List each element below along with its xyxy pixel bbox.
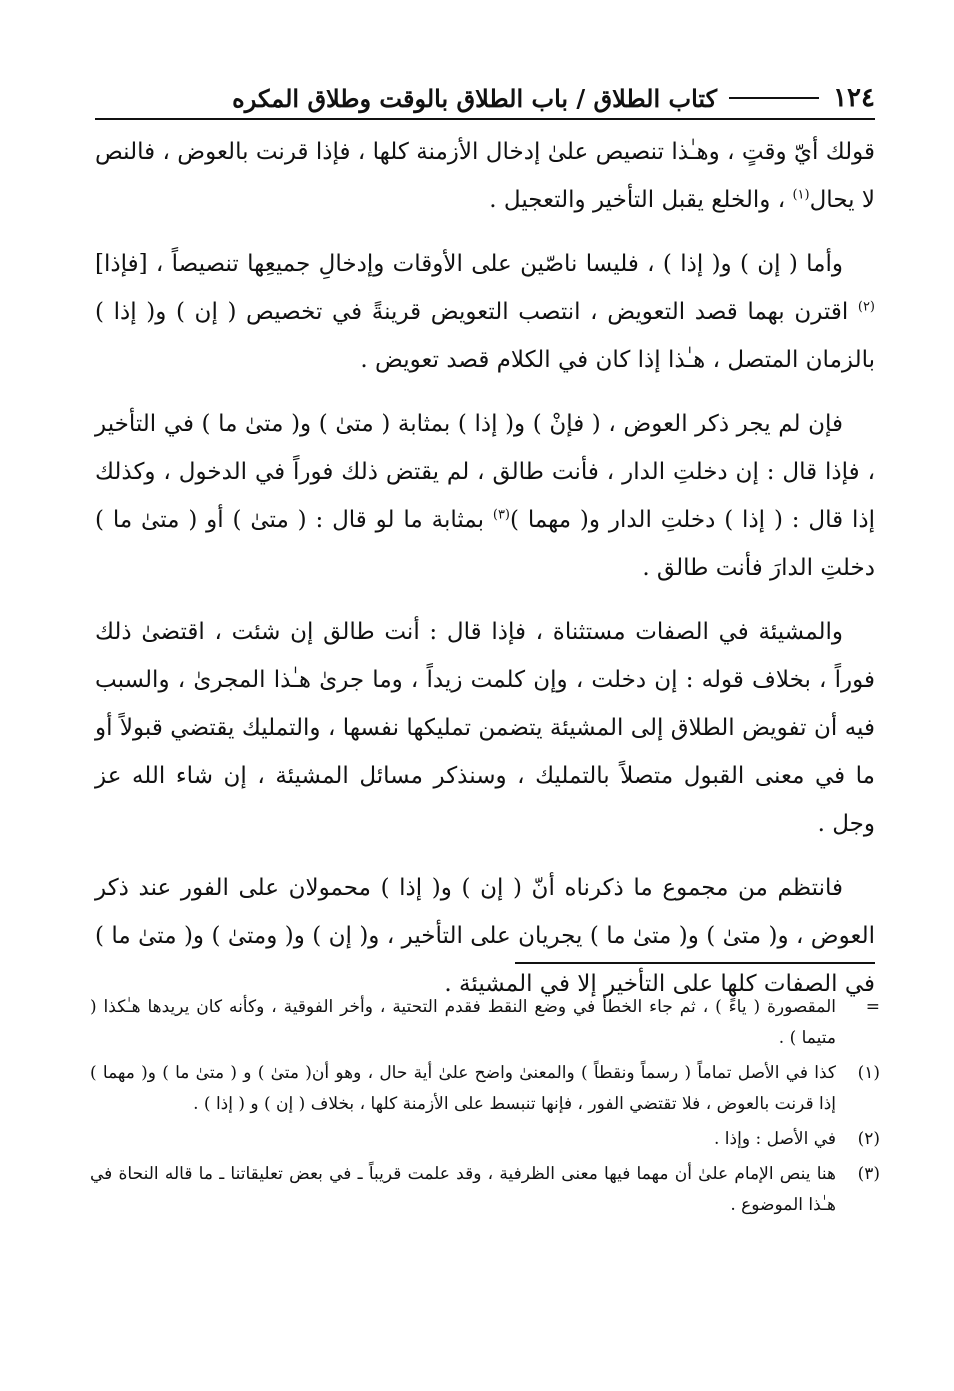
footnote-text: كذا في الأصل تماماً ( رسماً ونقطاً ) والمعنىٰ واضح علىٰ أية حال ، وهو أن( متىٰ ) و ( متىٰ ما ) و( مهما ) إذا قرنت بالعوض ، فلا تقتضي الفور ، فإنها تنبسط على الأزمنة كلها ، بخلاف ( إن ) و ( إذا ) . (90, 1063, 836, 1114)
page-number: ١٢٤ (833, 83, 875, 113)
page-header (95, 78, 875, 120)
paragraph-1 (95, 128, 875, 224)
footnote-1 (90, 1058, 880, 1120)
main-text (95, 128, 875, 1024)
footnote-mark: (٣) (857, 1164, 880, 1184)
paragraph-3-text-a: فإن لم يجر ذكر العوض ، ( فإنْ ) و( إذا ) بمثابة ( متىٰ ) و( متىٰ ما ) في التأخير ، فإذا قال : إن دخلتِ الدار ، فأنت طالق ، لم يقتض ذلك فوراً في الدخول ، وكذلك إذا قال : ( إذا ) دخلتِ الدار و( مهما ) (95, 411, 875, 533)
footnote-mark: = (865, 997, 880, 1017)
paragraph-2 (95, 240, 875, 384)
footnote-text: هنا ينص الإمام علىٰ أن مهما فيها معنى الظرفية ، وقد علمت قريباً ـ في بعض تعليقاتنا ـ ما قاله النحاة في هـٰذا الموضوع . (90, 1164, 836, 1215)
footnote-2 (90, 1124, 880, 1155)
paragraph-3-text-b: بمثابة ما لو قال : ( متىٰ ) أو ( متىٰ ما ) دخلتِ الدارَ فأنت طالق . (95, 507, 875, 581)
running-title: كتاب الطلاق / باب الطلاق بالوقت وطلاق المكره (232, 83, 718, 113)
paragraph-2-text-b: اقترن بهما قصد التعويض ، انتصب التعويض قرينةً في تخصيص ( إن ) و( إذا ) بالزمان المتصل ، هـٰذا إذا كان في الكلام قصد تعويض . (95, 299, 875, 373)
footnote-ref-2: (٢) (857, 299, 875, 315)
footnote-divider (515, 962, 875, 964)
footnote-text: المقصورة ( ياءً ) ، ثم جاء الخطأ في وضع النقط فقدم التحتية ، وأخر الفوقية ، وكأنه كان يريدها هـٰكذا ( متيما ) . (90, 997, 836, 1048)
header-rule (729, 97, 819, 99)
footnote-text: في الأصل : وإذا . (714, 1129, 836, 1149)
paragraph-2-text-a: وأما ( إن ) و( إذا ) ، فليسا ناصّين على الأوقات وإدخالِ جميعِها تنصيصاً ، [فإذا] (95, 251, 843, 277)
footnote-mark: (٢) (857, 1129, 880, 1149)
paragraph-1-text-a: قولك أيّ وقتٍ ، وهـٰذا تنصيص علىٰ إدخال الأزمنة كلها ، فإذا قرنت بالعوض ، فالنص لا يحال (95, 139, 875, 213)
footnotes (90, 992, 880, 1225)
footnote-mark: (١) (857, 1063, 880, 1083)
paragraph-1-text-b: ، والخلع يقبل التأخير والتعجيل . (489, 187, 793, 213)
paragraph-5: فانتظم من مجموع ما ذكرناه أنّ ( إن ) و( إذا ) محمولان على الفور عند ذكر العوض ، و( متىٰ ) و( متىٰ ما ) يجريان على التأخير ، و( إن ) و( ومتىٰ ) و( متىٰ ما ) في الصفات كلها على التأخير إلا في المشيئة . (95, 875, 875, 997)
footnote-ref-3: (٣) (492, 507, 510, 523)
paragraph-3 (95, 400, 875, 592)
footnote-continued (90, 992, 880, 1054)
footnote-ref-1: (١) (792, 187, 810, 203)
footnote-3 (90, 1159, 880, 1221)
paragraph-4: والمشيئة في الصفات مستثناة ، فإذا قال : أنت طالق إن شئت ، اقتضىٰ ذلك فوراً ، بخلاف قوله : إن دخلت ، وإن كلمت زيداً ، وما جرىٰ هـٰذا المجرىٰ ، والسبب فيه أن تفويض الطلاق إلى المشيئة يتضمن تمليكها نفسها ، والتمليك يقتضي قبولاً أو ما في معنى القبول متصلاً بالتمليك ، وسنذكر مسائل المشيئة ، إن شاء الله عز وجل . (95, 619, 876, 837)
